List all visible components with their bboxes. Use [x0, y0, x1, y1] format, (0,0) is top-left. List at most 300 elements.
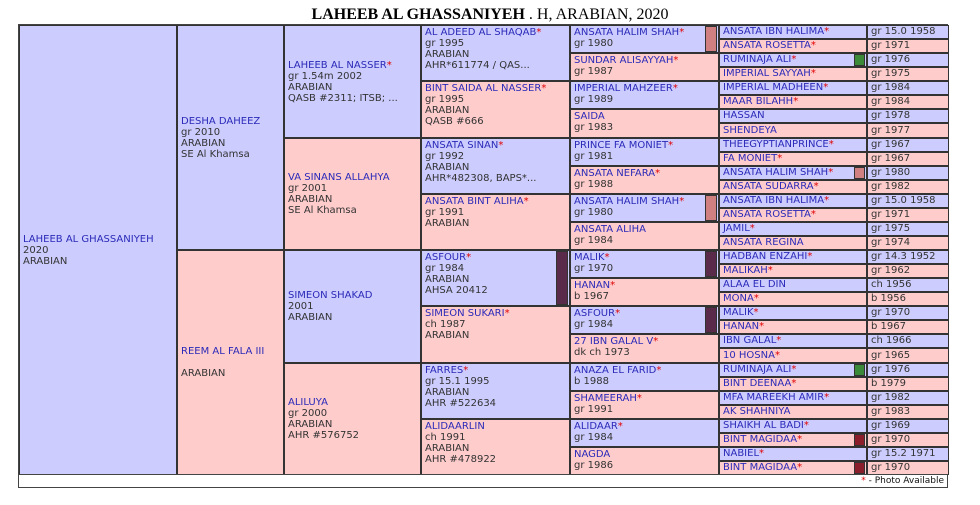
photo-star: * — [776, 335, 782, 346]
gen5-info-cell — [867, 152, 949, 166]
horse-name-line — [23, 234, 173, 245]
horse-name-line — [723, 406, 863, 418]
gen5-ancestor-cell — [719, 152, 867, 166]
horse-info-line: gr 15.1 1995 — [425, 376, 490, 387]
horse-info-line: b 1967 — [574, 291, 609, 302]
gen4-ancestor-cell — [570, 194, 719, 222]
horse-name-link[interactable]: REEM AL FALA III — [181, 346, 265, 357]
horse-name-link[interactable]: AL ADEED AL SHAQAB — [425, 27, 537, 38]
horse-info-line: gr 1984 — [574, 319, 614, 330]
horse-name-link[interactable]: MALIK — [723, 307, 754, 318]
photo-star: * — [673, 55, 679, 66]
photo-star: * — [504, 308, 510, 319]
horse-name-line — [723, 420, 863, 432]
horse-info-line: gr 1967 — [871, 139, 911, 150]
gen5-ancestor-cell — [719, 222, 867, 236]
horse-name-line — [723, 307, 863, 319]
horse-info-line: ARABIAN — [425, 218, 470, 229]
photo-star: * — [668, 140, 674, 151]
grandparent-cell — [284, 363, 421, 475]
photo-star: * — [463, 365, 469, 376]
gen5-info-cell — [867, 166, 949, 180]
horse-info-line: ch 1956 — [871, 279, 912, 290]
horse-info-line: gr 1984 — [574, 432, 614, 443]
horse-name-link[interactable]: ASFOUR — [574, 308, 616, 319]
horse-name-link[interactable]: SAIDA — [574, 111, 605, 122]
inbreeding-marker — [854, 54, 865, 66]
horse-name-link[interactable]: IMPERIAL MADHEEN — [723, 82, 824, 93]
horse-name-link[interactable]: ASFOUR — [425, 252, 467, 263]
gen4-ancestor-cell — [570, 419, 719, 447]
horse-info-line: b 1956 — [871, 293, 906, 304]
horse-info-line: gr 1984 — [871, 82, 911, 93]
horse-info-line: ARABIAN — [288, 312, 333, 323]
horse-info-line: SE Al Khamsa — [181, 148, 250, 160]
horse-name-link[interactable]: BINT DEENAA — [723, 378, 792, 389]
horse-info-line: ARABIAN — [288, 194, 333, 205]
grandparent-info — [288, 172, 417, 216]
horse-name-link[interactable]: SHAIKH AL BADI — [723, 420, 804, 431]
gen4-ancestor-cell — [570, 25, 719, 53]
great-grandparent-cell — [421, 306, 570, 363]
horse-name-link[interactable]: ANSATA BINT ALIHA — [425, 196, 524, 207]
gen5-ancestor-cell — [719, 405, 867, 419]
gen5-info-cell — [867, 67, 949, 81]
horse-name-link[interactable]: ALIDAAR — [574, 421, 618, 432]
gen5-ancestor-cell — [719, 320, 867, 334]
horse-name-line — [723, 251, 863, 263]
photo-star: * — [810, 68, 816, 79]
great-grandparent-cell — [421, 419, 570, 475]
horse-name-link[interactable]: ANSATA ROSETTA — [723, 209, 811, 220]
gen4-ancestor-cell — [570, 81, 719, 109]
horse-info-line: gr 1995 — [425, 94, 465, 105]
horse-name-line — [425, 140, 566, 151]
horse-name-line — [574, 449, 715, 460]
gen5-ancestor-cell — [719, 278, 867, 292]
horse-info-line: ARABIAN — [181, 368, 226, 379]
gen5-info-cell — [867, 236, 949, 250]
horse-name-link[interactable]: MFA MAREEKH AMIR — [723, 392, 825, 403]
horse-name-link[interactable]: ANAZA EL FARID — [574, 365, 657, 376]
photo-star: * — [386, 59, 392, 71]
gen5-ancestor-cell — [719, 53, 867, 67]
horse-name-link[interactable]: ALILUYA — [288, 397, 328, 408]
photo-star: * — [536, 27, 542, 38]
horse-name-link[interactable]: 10 HOSNA — [723, 350, 775, 361]
great-grandparent-cell — [421, 194, 570, 250]
photo-legend — [18, 474, 948, 488]
horse-info-line: AHSA 20412 — [425, 285, 488, 296]
gen5-info-cell — [867, 334, 949, 348]
horse-name-link[interactable]: ANSATA HALIM SHAH — [723, 167, 829, 178]
horse-info-line: gr 1983 — [871, 406, 911, 417]
horse-info-line: gr 1995 — [425, 38, 465, 49]
photo-star: * — [679, 27, 685, 38]
gen5-info-cell — [867, 81, 949, 95]
gen5-ancestor-cell — [719, 236, 867, 250]
horse-name-link[interactable]: JAMIL — [723, 223, 750, 234]
gen5-ancestor-cell — [719, 166, 867, 180]
gen5-ancestor-cell — [719, 377, 867, 391]
horse-name-line — [181, 116, 280, 127]
horse-name-link[interactable]: LAHEEB AL GHASSANIYEH — [23, 233, 154, 245]
horse-name-line — [574, 83, 715, 94]
gen5-ancestor-cell — [719, 419, 867, 433]
photo-star: * — [823, 82, 829, 93]
horse-name-link[interactable]: MALIKAH — [723, 265, 768, 276]
great-grandparent-info — [425, 421, 566, 465]
gen5-ancestor-cell — [719, 348, 867, 363]
photo-star: * — [797, 434, 803, 445]
horse-info-line: ARABIAN — [288, 419, 333, 430]
gen5-info-cell — [867, 363, 949, 377]
horse-info-line: b 1988 — [574, 376, 609, 387]
photo-star: * — [656, 365, 662, 376]
horse-info-line: dk ch 1973 — [574, 347, 630, 358]
gen5-info-cell — [867, 433, 949, 447]
horse-name-line — [723, 96, 863, 108]
horse-name-line — [723, 335, 863, 347]
title-horse-name: LAHEEB AL GHASSANIYEH — [311, 6, 525, 23]
horse-name-link[interactable]: IMPERIAL MAHZEER — [574, 83, 673, 94]
horse-name-link[interactable]: HANAN — [574, 280, 611, 291]
gen5-ancestor-cell — [719, 109, 867, 123]
horse-info-line: gr 1975 — [871, 223, 911, 234]
inbreeding-marker — [854, 462, 865, 474]
horse-name-link[interactable]: ANSATA IBN HALIMA — [723, 195, 825, 206]
horse-info-line: gr 1991 — [425, 207, 465, 218]
horse-name-line — [574, 336, 715, 347]
horse-info-line: QASB #666 — [425, 116, 484, 127]
horse-name-link[interactable]: HADBAN ENZAHI — [723, 251, 808, 262]
horse-info-line: gr 15.2 1971 — [871, 448, 936, 459]
sire-dam-info — [181, 116, 280, 160]
horse-name-line — [723, 448, 863, 460]
gen5-ancestor-cell — [719, 461, 867, 475]
horse-info-line: gr 1965 — [871, 350, 911, 361]
gen4-ancestor-cell — [570, 109, 719, 138]
horse-name-link[interactable]: MAAR BILAHH — [723, 96, 794, 107]
photo-star: * — [767, 265, 773, 276]
grandparent-cell — [284, 25, 421, 138]
horse-info-line: ch 1966 — [871, 335, 912, 346]
horse-info-line: ARABIAN — [425, 387, 470, 398]
horse-name-line — [425, 252, 566, 263]
horse-name-link[interactable]: VA SINANS ALLAHYA — [288, 172, 390, 183]
horse-name-line — [723, 279, 863, 291]
horse-name-line — [723, 209, 863, 221]
horse-name-link[interactable]: SIMEON SHAKAD — [288, 290, 373, 301]
horse-info-line: AHR*611774 / QAS... — [425, 60, 530, 71]
gen4-ancestor-cell — [570, 278, 719, 306]
horse-name-line — [723, 82, 863, 94]
gen5-info-cell — [867, 123, 949, 138]
gen5-ancestor-cell — [719, 363, 867, 377]
gen5-ancestor-cell — [719, 250, 867, 264]
inbreeding-marker — [705, 26, 717, 52]
horse-name-line — [723, 153, 863, 165]
horse-info-line: SE Al Khamsa — [288, 205, 357, 216]
horse-name-line — [574, 308, 715, 319]
horse-info-line: gr 1976 — [871, 54, 911, 65]
gen5-info-cell — [867, 264, 949, 278]
grandparent-info — [288, 60, 417, 104]
horse-info-line: gr 1977 — [871, 125, 911, 136]
photo-star: * — [774, 350, 780, 361]
horse-name-line — [574, 196, 715, 207]
gen5-info-cell — [867, 447, 949, 461]
photo-star: * — [610, 280, 616, 291]
horse-info-line: gr 1970 — [574, 263, 614, 274]
horse-name-link[interactable]: BINT MAGIDAA — [723, 434, 798, 445]
horse-name-link[interactable]: NAGDA — [574, 449, 611, 460]
horse-name-line — [574, 27, 715, 38]
horse-name-line — [723, 237, 863, 249]
sire-dam-info — [181, 346, 280, 379]
horse-name-line — [425, 196, 566, 207]
horse-name-line — [574, 393, 715, 404]
gen4-ancestor-cell — [570, 306, 719, 334]
gen4-ancestor-cell — [570, 138, 719, 166]
horse-info-line: gr 1974 — [871, 237, 911, 248]
horse-name-link[interactable]: THEEGYPTIANPRINCE — [723, 139, 829, 150]
gen5-ancestor-cell — [719, 433, 867, 447]
horse-name-link[interactable]: SUNDAR ALISAYYAH — [574, 55, 674, 66]
horse-name-line — [723, 434, 863, 446]
horse-info-line: gr 1980 — [574, 207, 614, 218]
horse-name-line — [288, 290, 417, 301]
horse-name-link[interactable]: RUMINAJA ALI — [723, 54, 792, 65]
gen5-info-cell — [867, 194, 949, 208]
gen5-info-cell — [867, 278, 949, 292]
horse-info-line: ARABIAN — [425, 274, 470, 285]
photo-star: * — [466, 252, 472, 263]
subject-horse-info — [23, 234, 173, 267]
horse-name-line — [425, 27, 566, 38]
photo-star: * — [824, 26, 830, 37]
gen5-info-cell — [867, 180, 949, 194]
horse-info-line: gr 1986 — [574, 460, 614, 471]
photo-star: * — [793, 96, 799, 107]
horse-name-line — [574, 224, 715, 235]
sire-dam-cell — [177, 250, 284, 475]
horse-info-line: gr 1975 — [871, 68, 911, 79]
photo-star: * — [791, 54, 797, 65]
horse-name-link[interactable]: DESHA DAHEEZ — [181, 115, 261, 127]
great-grandparent-info — [425, 252, 566, 296]
horse-name-line — [723, 167, 863, 179]
inbreeding-marker — [705, 307, 717, 333]
horse-name-link[interactable]: ALIDAARLIN — [425, 421, 485, 432]
horse-name-line — [723, 293, 863, 305]
great-grandparent-info — [425, 27, 566, 71]
horse-name-link[interactable]: SHENDEYA — [723, 125, 777, 136]
photo-star: * — [810, 40, 816, 51]
horse-name-link[interactable]: MALIK — [574, 252, 605, 263]
horse-name-line — [723, 40, 863, 52]
horse-name-line — [723, 54, 863, 66]
horse-info-line: gr 1962 — [871, 265, 911, 276]
horse-name-link[interactable]: IMPERIAL SAYYAH — [723, 68, 811, 79]
inbreeding-marker — [556, 251, 568, 305]
inbreeding-marker — [854, 167, 865, 179]
photo-star: * — [810, 209, 816, 220]
gen5-ancestor-cell — [719, 306, 867, 320]
horse-name-link[interactable]: NABIEL — [723, 448, 760, 459]
horse-name-link[interactable]: IBN GALAL — [723, 335, 777, 346]
photo-star: * — [797, 462, 803, 473]
horse-info-line: ARABIAN — [425, 330, 470, 341]
gen4-ancestor-cell — [570, 363, 719, 391]
horse-name-link[interactable]: SIMEON SUKARI — [425, 308, 505, 319]
horse-name-link[interactable]: ANSATA IBN HALIMA — [723, 26, 825, 37]
photo-star: * — [749, 223, 755, 234]
photo-star: * — [523, 196, 529, 207]
horse-name-line — [723, 181, 863, 193]
horse-name-link[interactable]: FARRES — [425, 365, 464, 376]
horse-info-line: gr 1981 — [574, 151, 614, 162]
horse-name-line — [723, 124, 863, 137]
horse-name-line — [723, 265, 863, 277]
photo-star: * — [824, 392, 830, 403]
horse-info-line: gr 1987 — [574, 66, 614, 77]
horse-info-line: QASB #2311; ITSB; ... — [288, 92, 398, 104]
horse-name-link[interactable]: HANAN — [723, 321, 760, 332]
gen5-ancestor-cell — [719, 25, 867, 39]
horse-name-link[interactable]: BINT SAIDA AL NASSER — [425, 83, 542, 94]
gen5-ancestor-cell — [719, 67, 867, 81]
gen5-info-cell — [867, 39, 949, 53]
gen5-info-cell — [867, 222, 949, 236]
horse-info-line: gr 1970 — [871, 307, 911, 318]
horse-info-line: ARABIAN — [425, 443, 470, 454]
horse-info-line: gr 15.0 1958 — [871, 26, 936, 37]
photo-star: * — [672, 83, 678, 94]
horse-name-link[interactable]: ANSATA NEFARA — [574, 168, 656, 179]
photo-star: * — [759, 321, 765, 332]
photo-star: * — [615, 308, 621, 319]
horse-info-line: gr 2000 — [288, 408, 328, 419]
horse-info-line: ARABIAN — [425, 162, 470, 173]
horse-name-line — [723, 321, 863, 333]
gen4-ancestor-cell — [570, 53, 719, 81]
inbreeding-marker — [705, 251, 717, 277]
inbreeding-marker — [705, 195, 717, 221]
horse-name-link[interactable]: SHAMEERAH — [574, 393, 637, 404]
photo-star: * — [828, 167, 834, 178]
horse-name-link[interactable]: LAHEEB AL NASSER — [288, 59, 387, 71]
horse-name-line — [574, 111, 715, 122]
horse-name-link[interactable]: AK SHAHNIYA — [723, 406, 791, 417]
gen5-info-cell — [867, 348, 949, 363]
great-grandparent-cell — [421, 250, 570, 306]
photo-star: * — [753, 293, 759, 304]
horse-info-line: gr 1.54m 2002 — [288, 70, 363, 82]
horse-name-link[interactable]: ANSATA ALIHA — [574, 224, 646, 235]
horse-info-line: gr 1989 — [574, 94, 614, 105]
horse-name-line — [574, 365, 715, 376]
horse-info-line: gr 2001 — [288, 183, 328, 194]
horse-name-link[interactable]: ANSATA SINAN — [425, 140, 499, 151]
horse-info-line: AHR #522634 — [425, 398, 497, 409]
grandparent-cell — [284, 250, 421, 363]
horse-name-link[interactable]: ANSATA ROSETTA — [723, 40, 811, 51]
gen4-ancestor-cell — [570, 391, 719, 419]
great-grandparent-info — [425, 140, 566, 184]
horse-info-line: gr 1982 — [871, 181, 911, 192]
gen5-ancestor-cell — [719, 264, 867, 278]
horse-name-link[interactable]: PRINCE FA MONIET — [574, 140, 669, 151]
horse-info-line: ARABIAN — [23, 255, 68, 267]
horse-info-line: gr 1971 — [871, 209, 911, 220]
great-grandparent-info — [425, 308, 566, 341]
horse-name-link[interactable]: 27 IBN GALAL V — [574, 336, 654, 347]
gen5-info-cell — [867, 377, 949, 391]
gen5-info-cell — [867, 250, 949, 264]
horse-name-link[interactable]: FA MONIET — [723, 153, 778, 164]
gen5-ancestor-cell — [719, 292, 867, 306]
grandparent-info — [288, 397, 417, 441]
horse-info-line: ARABIAN — [181, 137, 226, 149]
horse-name-link[interactable]: HASSAN — [723, 110, 765, 121]
gen5-ancestor-cell — [719, 123, 867, 138]
horse-info-line: gr 15.0 1958 — [871, 195, 936, 206]
photo-star: * — [824, 195, 830, 206]
horse-name-line — [723, 349, 863, 362]
photo-star: * — [803, 420, 809, 431]
horse-info-line: ch 1991 — [425, 432, 466, 443]
horse-info-line: AHR*482308, BAPS*... — [425, 173, 537, 184]
horse-name-link[interactable]: BINT MAGIDAA — [723, 462, 798, 473]
horse-info-line: gr 1970 — [871, 434, 911, 445]
photo-star: * — [541, 83, 547, 94]
horse-name-link[interactable]: ANSATA HALIM SHAH — [574, 27, 680, 38]
horse-info-line: gr 1984 — [425, 263, 465, 274]
photo-legend-text: - Photo Available — [865, 476, 944, 486]
horse-name-line — [723, 26, 863, 38]
photo-star: * — [653, 336, 659, 347]
horse-info-line: gr 1978 — [871, 110, 911, 121]
gen5-info-cell — [867, 391, 949, 405]
horse-info-line: gr 1988 — [574, 179, 614, 190]
gen5-ancestor-cell — [719, 334, 867, 348]
gen5-info-cell — [867, 292, 949, 306]
horse-info-line: gr 1984 — [574, 235, 614, 246]
horse-name-link[interactable]: MONA — [723, 293, 754, 304]
great-grandparent-info — [425, 365, 566, 409]
horse-name-link[interactable]: ANSATA REGINA — [723, 237, 804, 248]
gen5-ancestor-cell — [719, 194, 867, 208]
horse-info-line: 2001 — [288, 301, 314, 312]
photo-star: * — [807, 251, 813, 262]
horse-info-line: ch 1987 — [425, 319, 466, 330]
horse-name-link[interactable]: ANSATA HALIM SHAH — [574, 196, 680, 207]
horse-name-link[interactable]: ALAA EL DIN — [723, 279, 786, 290]
horse-name-link[interactable]: RUMINAJA ALI — [723, 364, 792, 375]
horse-name-line — [723, 195, 863, 207]
horse-name-line — [574, 421, 715, 432]
great-grandparent-cell — [421, 363, 570, 419]
horse-name-line — [425, 365, 566, 376]
horse-info-line: gr 1980 — [574, 38, 614, 49]
horse-info-line: b 1979 — [871, 378, 906, 389]
gen5-info-cell — [867, 419, 949, 433]
horse-name-line — [723, 223, 863, 235]
horse-info-line: ARABIAN — [288, 81, 333, 93]
horse-name-link[interactable]: ANSATA SUDARRA — [723, 181, 814, 192]
gen5-ancestor-cell — [719, 138, 867, 152]
